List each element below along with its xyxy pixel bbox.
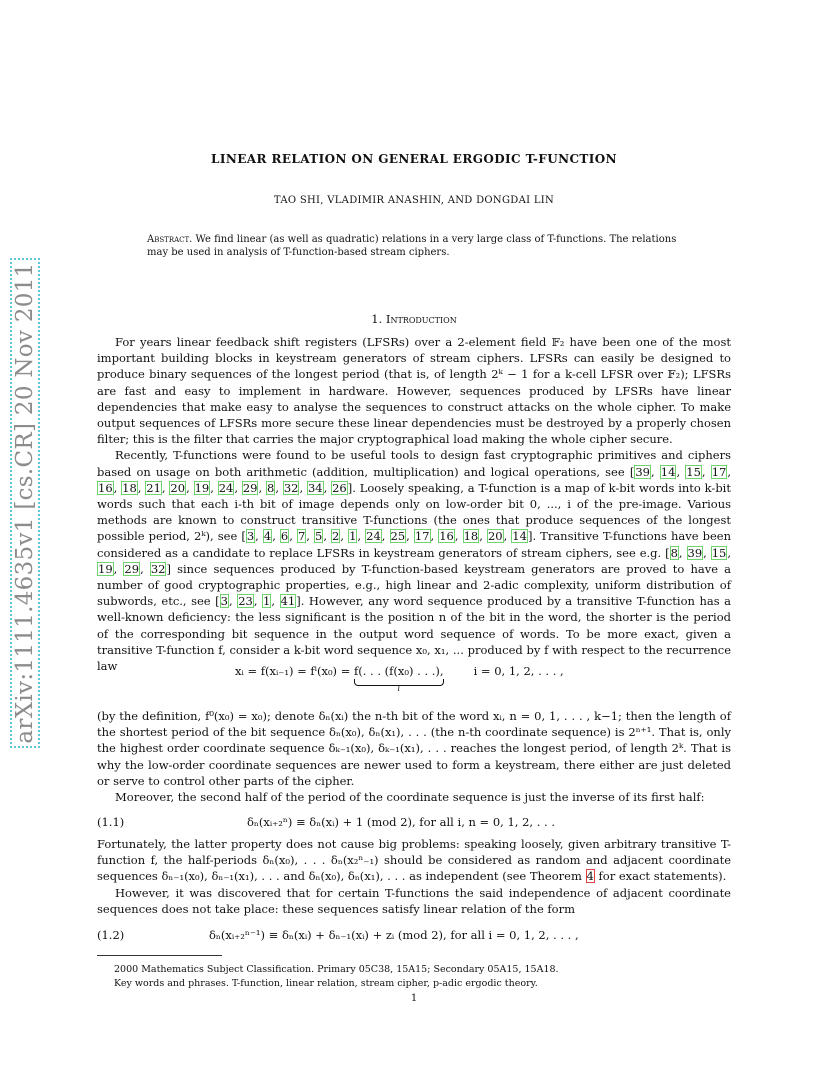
- underbrace-group: [354, 664, 444, 693]
- paragraph-however: However, it was discovered that for certain T-functions the said independence of adjacent coordinate sequences does not take place: these sequences satisfy linear relation of the form: [97, 885, 731, 916]
- citation-group-4: 3, 23, 1, 41: [220, 594, 296, 609]
- citation-link[interactable]: 18: [463, 529, 479, 544]
- paragraph-moreover: Moreover, the second half of the period of the coordinate sequence is just the inverse of its first half:: [115, 790, 705, 805]
- citation-link[interactable]: 29: [242, 480, 258, 495]
- citation-link[interactable]: 29: [124, 561, 140, 576]
- abstract-label: Abstract.: [147, 234, 193, 245]
- citation-link[interactable]: 3: [246, 529, 255, 544]
- equation-1-2: δₙ(xᵢ₊₂ⁿ⁻¹) ≡ δₙ(xᵢ) + δₙ₋₁(xᵢ) + zᵢ (mod 2), for all i = 0, 1, 2, . . . ,: [209, 928, 579, 942]
- para-text: . Transitive T-functions have been considered as a candidate to replace LFSRs in keystream generators of stream ciphers, see e.g.: [97, 529, 732, 560]
- paragraph-coordinate: [97, 708, 731, 805]
- citation-link[interactable]: 26: [332, 480, 347, 495]
- para-text: Fortunately, the latter property does not cause big problems: speaking loosely, given arbitrary transitive T-function f, the half-periods δₙ(x₀), . . . δₙ(x₂ⁿ₋₁) should be considered as random and adjacent coordinate sequences δₙ₋₁(x₀), δₙ₋₁(x₁), . . . and δₙ(x₀), δₙ(x₁), . . . as independent (see Theorem: [97, 837, 731, 884]
- citation-link[interactable]: 18: [122, 480, 137, 495]
- citation-link[interactable]: 3: [220, 594, 228, 609]
- citation-link[interactable]: 19: [194, 480, 210, 495]
- section-title: Introduction: [385, 312, 457, 326]
- citation-link[interactable]: 32: [150, 561, 166, 576]
- citation-link[interactable]: 14: [512, 529, 527, 544]
- equation-number-1-1: (1.1): [97, 815, 125, 829]
- section-number: 1.: [371, 312, 383, 326]
- para-text: Recently, T-functions were found to be useful tools to design fast cryptographic primitives and ciphers based on usage on both arithmetic (addition, multiplication) and logical operations, see: [97, 448, 731, 479]
- arxiv-sidebar: [0, 258, 48, 748]
- citation-group-3: 8, 39, 15, 19, 29, 32: [98, 545, 732, 576]
- citation-group-1: 39, 14, 15, 17, 16, 18, 21, 20, 19, 24, 29, 8, 32, 34, 26: [98, 464, 732, 495]
- para-text: for exact statements).: [594, 869, 727, 884]
- citation-link[interactable]: 7: [297, 529, 306, 544]
- citation-link[interactable]: 19: [98, 561, 113, 576]
- citation-group-2: 3, 4, 6, 7, 5, 2, 1, 24, 25, 17, 16, 18, 20, 14: [246, 529, 527, 544]
- underbrace-label: i: [397, 684, 401, 693]
- citation-link[interactable]: 32: [283, 480, 299, 495]
- equation-rhs: i = 0, 1, 2, . . . ,: [473, 664, 564, 678]
- citation-link[interactable]: 15: [686, 464, 701, 479]
- citation-link[interactable]: 4: [263, 529, 272, 544]
- para-text: since sequences produced by T-function-based keystream generators are proved to have a number of good cryptographic properties, e.g., high linear and 2-adic complexity, uniform distribution of subwords, etc., see: [97, 561, 731, 609]
- citation-link[interactable]: 2: [332, 529, 340, 544]
- body-text: [97, 334, 731, 674]
- arxiv-identifier[interactable]: arXiv:1111.4635v1 [cs.CR] 20 Nov 2011: [12, 262, 38, 744]
- citation-link[interactable]: 15: [711, 545, 727, 560]
- paper-authors: TAO SHI, VLADIMIR ANASHIN, AND DONGDAI LIN: [273, 195, 555, 206]
- section-heading: [0, 312, 828, 326]
- citation-link[interactable]: 8: [266, 480, 275, 495]
- theorem-reference-link[interactable]: 4: [586, 869, 594, 884]
- para-text: . However, any word sequence produced by a transitive T-function has a well-known deficiency: the less significant is the position n of the bit in the word, the shorter is the period of the corresponding bit sequence in the output word sequence of words. To be more exact, given a transitive T-function f, consider a k-bit word sequence x₀, x₁, ... produced by f with respect to the recurrence law: [97, 594, 732, 674]
- citation-link[interactable]: 21: [146, 480, 161, 495]
- abstract-text: We find linear (as well as quadratic) relations in a very large class of T-functions. The relations may be used in analysis of T-function-based stream ciphers.: [147, 234, 677, 258]
- citation-link[interactable]: 34: [307, 480, 323, 495]
- paragraph-intro: For years linear feedback shift registers (LFSRs) over a 2-element field 𝔽₂ have been one of the most important building blocks in keystream generators of stream ciphers. LFSRs can easily be designed to produce binary sequences of the longest period (that is, of length 2ᵏ − 1 for a k-cell LFSR over 𝔽₂); LFSRs are fast and easy to implement in hardware. However, sequences produced by LFSRs have linear dependencies that make easy to analyse the sequences to construct attacks on the whole cipher. To make output sequences of LFSRs more secure these linear dependencies must be destroyed by a properly chosen filter; this is the filter that carries the major cryptographical load making the whole cipher secure.: [97, 335, 731, 447]
- para-text: . Loosely speaking, a T-function is a map of k-bit words into k-bit words such that each i-th bit of image depends only on low-order bit 0, ..., i of the pre-image. Various methods are known to construct transitive T-functions (the ones that produce sequences of the longest possible period, 2ᵏ), see: [97, 480, 731, 544]
- citation-link[interactable]: 16: [98, 480, 113, 495]
- citation-link[interactable]: 39: [635, 464, 650, 479]
- citation-link[interactable]: 6: [280, 529, 289, 544]
- footnote-rule: [97, 955, 222, 956]
- equation-recurrence: [235, 664, 564, 693]
- citation-link[interactable]: 23: [238, 594, 253, 609]
- citation-link[interactable]: 24: [218, 480, 234, 495]
- paragraph-tfunctions: Recently, T-functions were found to be useful tools to design fast cryptographic primitives and ciphers based on usage on both arithmetic (addition, multiplication) and logical operations, see [39, 14, 15, 17, 16, 18, 21, 20, 19, 24, 29, 8, 32, 34, 26]. Loosely speaking, a T-function is a map of k-bit words into k-bit words such that each i-th bit of image depends only on low-order bit 0, ..., i of the pre-image. Various methods are known to construct transitive T-functions (the ones that produce sequences of the longest possible period, 2ᵏ), see [3, 4, 6, 7, 5, 2, 1, 24, 25, 17, 16, 18, 20, 14]. Transitive T-functions have been considered as a candidate to replace LFSRs in keystream generators of stream ciphers, see e.g. [8, 39, 15, 19, 29, 32] since sequences produced by T-function-based keystream generators are proved to have a number of good cryptographic properties, e.g., high linear and 2-adic complexity, uniform distribution of subwords, etc., see [3, 23, 1, 41]. However, any word sequence produced by a transitive T-function has a well-known deficiency: the less significant is the position n of the bit in the word, the shorter is the period of the corresponding bit sequence in the output word sequence of words. To be more exact, given a transitive T-function f, consider a k-bit word sequence x₀, x₁, ... produced by f with respect to the recurrence law: [97, 448, 732, 674]
- paragraph-fortunately: [97, 836, 731, 885]
- citation-link[interactable]: 39: [687, 545, 703, 560]
- citation-link[interactable]: 1: [349, 529, 357, 544]
- citation-link[interactable]: 20: [487, 529, 503, 544]
- paper-title: LINEAR RELATION ON GENERAL ERGODIC T-FUNCTION: [211, 152, 617, 166]
- citation-link[interactable]: 41: [280, 594, 296, 609]
- equation-number-1-2: (1.2): [97, 928, 125, 942]
- paragraph-definition: (by the definition, f⁰(x₀) = x₀); denote δₙ(xᵢ) the n-th bit of the word xᵢ, n = 0, 1, . . . , k−1; then the length of the shortest period of the bit sequence δₙ(x₀), δₙ(x₁), . . . (the n-th coordinate sequence) is 2ⁿ⁺¹. That is, only the highest order coordinate sequence δₖ₋₁(x₀), δₖ₋₁(x₁), . . . reaches the longest period, of length 2ᵏ. That is why the low-order coordinate sequences are newer used to form a keystream, there either are just deleted or serve to control other parts of the cipher.: [97, 709, 731, 788]
- footnote: [114, 963, 714, 991]
- citation-link[interactable]: 1: [263, 594, 271, 609]
- citation-link[interactable]: 16: [439, 529, 454, 544]
- citation-link[interactable]: 17: [711, 464, 727, 479]
- footnote-msc: 2000 Mathematics Subject Classification. Primary 05C38, 15A15; Secondary 05A15, 15A18.: [114, 964, 559, 975]
- citation-link[interactable]: 24: [366, 529, 381, 544]
- citation-link[interactable]: 20: [170, 480, 186, 495]
- citation-link[interactable]: 8: [670, 545, 678, 560]
- abstract: [147, 233, 682, 259]
- citation-link[interactable]: 5: [315, 529, 323, 544]
- equation-1-1: δₙ(xᵢ₊₂ⁿ) ≡ δₙ(xᵢ) + 1 (mod 2), for all i, n = 0, 1, 2, . . .: [247, 815, 556, 829]
- underbrace-content: f(. . . (f(x₀) . . .),: [354, 664, 444, 678]
- footnote-keywords: Key words and phrases. T-function, linear relation, stream cipher, p-adic ergodic theory.: [114, 978, 538, 989]
- equation-lhs: xᵢ = f(xᵢ₋₁) = fⁱ(x₀) =: [235, 664, 354, 678]
- citation-link[interactable]: 17: [414, 529, 430, 544]
- citation-link[interactable]: 14: [660, 464, 676, 479]
- paragraph-fortunately-block: [97, 836, 731, 917]
- page-number: 1: [410, 993, 418, 1004]
- citation-link[interactable]: 25: [390, 529, 406, 544]
